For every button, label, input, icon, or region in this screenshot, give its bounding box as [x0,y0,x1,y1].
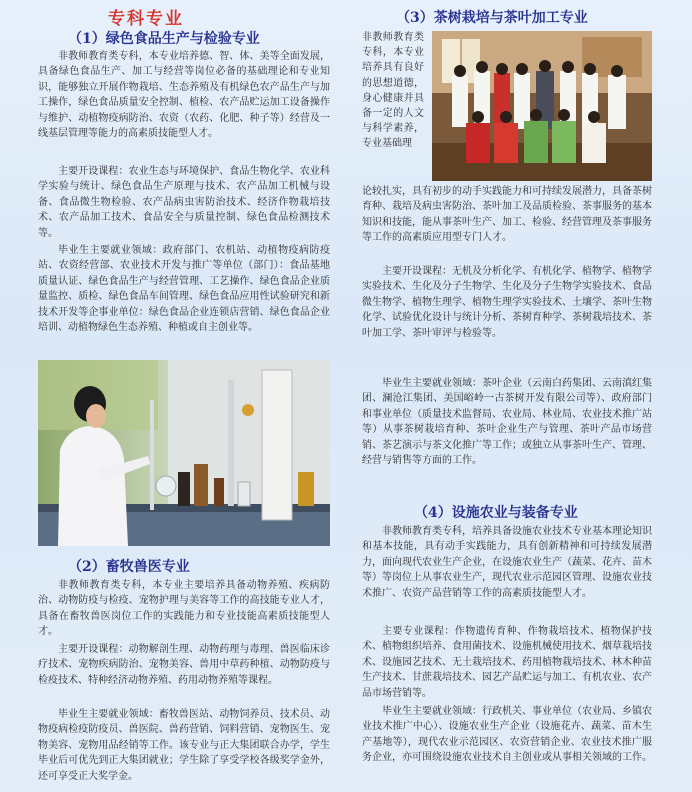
section-2-title: （2）畜牧兽医专业 [68,559,190,575]
right-column [362,0,652,792]
section-4-employment: 毕业生主要就业领域：行政机关、事业单位（农业局、乡镇农业技术推广中心）、设施农业生产企业（设施花卉、蔬菜、苗木生产基地等），现代农业示范园区、农资营销企业、农业技术推广服务企业，亦可围绕设施农业技术自主创业或从事相关领域的工作。 [362,706,652,764]
section-1-intro: 非教师教育类专科，本专业培养德、智、体、美等全面发展，具备绿色食品生产、加工与经营等岗位必备的基础理论和专业知识，能够独立开展作物栽培、生态养殖及有机绿色农产品生产与加工操作，绿色食品质量安全控制、植检、农产品贮运加工设备操作与维护、动植物疫病防治、农资（农药、化肥、种子等）经营及一线基层管理等能力的高素质技能型人才。 [38,51,330,140]
section-4-courses: 主要专业课程：作物遗传育种、作物栽培技术、植物保护技术、植物组织培养、食用菌技术、设施机械使用技术、烟草栽培技术、设施园艺技术、无土栽培技术、药用植物栽培技术、林木种苗生产技术、甘蔗栽培技术、园艺产品贮运与加工、有机农业、农产品市场营销等。 [362,626,652,699]
section-2-intro: 非教师教育类专科，本专业主要培养具备动物养殖、疾病防治、动物防疫与检疫、宠物护理与美容等工作的高技能专业人才，具备在畜牧兽医岗位工作的实践能力和专业技能高素质技能型人才。 [38,580,330,638]
tea-photo [432,31,652,181]
section-1-title: （1）绿色食品生产与检验专业 [68,31,260,47]
page-title: 专科专业 [108,9,184,29]
section-1-courses: 主要开设课程：农业生态与环境保护、食品生物化学、农业科学实验与统计、绿色食品生产原理与技术、农产品加工机械与设备、食品微生物检验、农产品病虫害防治技术、经济作物栽培技术、农产品加工技术、食品安全与质量控制、绿色食品检测技术等。 [38,166,330,239]
section-3-employment: 毕业生主要就业领域：茶叶企业（云南白药集团、云南滇红集团、澜沧江集团、美国峪岭一古茶树开发有限公司等）、政府部门和事业单位（质量技术监督局、农业局、林业局、农业技术推广站等）从事茶树栽培育种、茶叶企业生产与管理、茶叶产品市场营销、茶艺演示与茶文化推广等工作；或独立从事茶叶生产、管理、经营与销售等方面的工作。 [362,378,652,467]
lab-photo-caption [42,543,45,544]
section-2-employment: 毕业生主要就业领域：畜牧兽医站、动物饲养员、技术员、动物疫病检疫防疫员、兽医院、兽药营销、饲料营销、宠物医生、宠物美容、宠物用品经销等工作。该专业与正大集团联合办学，学生毕业后可优先到正大集团就业；学生除了享受学校各级奖学金外，还可享受正大奖学金。 [38,709,330,782]
tea-photo-caption [436,178,438,179]
section-2-courses: 主要开设课程：动物解剖生理、动物药理与毒理、兽医临床诊疗技术、宠物疾病防治、宠物美容、兽用中草药种植、动物防疫与检疫技术、特种经济动物养殖、药用动物养殖等课程。 [38,644,330,686]
section-3-intro-narrow: 非教师教育类专科，本专业培养具有良好的思想道德，身心健康并具备一定的人文与科学素养，专业基础理 [362,32,424,150]
section-4-intro: 非教师教育类专科，培养具备设施农业技术专业基本理论知识和基本技能，具有动手实践能力，具有创新精神和可持续发展潜力，面向现代农业生产企业，在设施农业生产（蔬菜、花卉、苗木等）等岗位上从事农业生产，现代农业示范园区管理、设施农业技术推广、农资产品营销等工作的高素质技能型人才。 [362,526,652,599]
lab-photo [38,360,330,546]
lab-photo-illustration [38,360,330,546]
section-3-intro-rest: 论较扎实，具有初步的动手实践能力和可持续发展潜力，具备茶树育种、栽培及病虫害防治、茶叶加工及品质检验、茶事服务的基本知识和技能，能从事茶叶生产、加工、检验、经营管理及茶事服务等工作的高素质应用型专门人才。 [362,186,652,244]
section-4-title: （4）设施农业与装备专业 [414,505,578,521]
section-3-courses: 主要开设课程：无机及分析化学、有机化学、植物学、植物学实验技术、生化及分子生物学、生化及分子生物学实验技术、食品微生物学、植物生理学、植物生理学实验技术、土壤学、茶叶生物化学、试验优化设计与统计分析、茶树育种学、茶树栽培技术、茶叶加工学、茶叶审评与检验等。 [362,266,652,339]
tea-photo-illustration [432,31,652,181]
left-column [38,0,330,792]
section-3-title: （3）茶树栽培与茶叶加工专业 [396,10,588,26]
section-1-employment: 毕业生主要就业领域：政府部门、农机站、动植物疫病防疫站、农资经营部、农业技术开发与推广等单位（部门）：食品基地质量认证、绿色食品生产与经营管理、工艺操作、绿色食品企业质量监控、质检、绿色食品车间管理、绿色食品应用性试验研究和新技术开发等企事业单位：绿色食品企业连锁店营销、绿色食品企业培训、动植物绿色生态养殖、种植或自主创业等。 [38,245,330,334]
